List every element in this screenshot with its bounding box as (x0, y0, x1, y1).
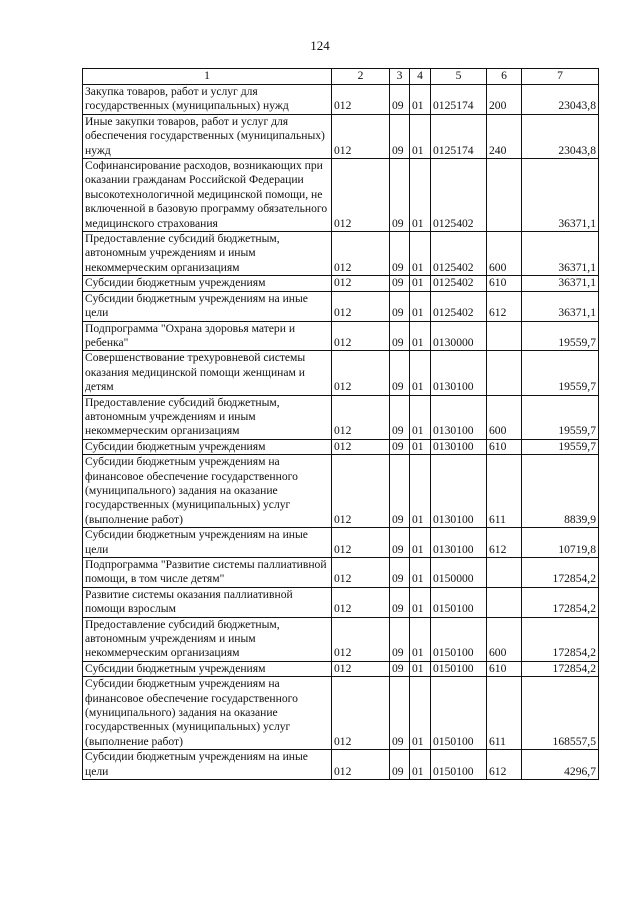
row-code-4-cell: 01 (410, 114, 431, 158)
row-code-5-cell: 0150100 (431, 661, 487, 676)
row-code-5-cell: 0150100 (431, 617, 487, 661)
row-name-cell: Предоставление субсидий бюджетным, автономным учреждениям и иным некоммерческим организациям (83, 232, 332, 276)
row-code-3-cell: 09 (390, 558, 410, 588)
row-code-2-cell: 012 (332, 677, 390, 750)
row-code-2-cell: 012 (332, 159, 390, 232)
row-code-4-cell: 01 (410, 321, 431, 351)
row-amount-cell: 8839,9 (522, 455, 599, 528)
row-name-cell: Субсидии бюджетным учреждениям на иные цели (83, 750, 332, 780)
row-code-5-cell: 0125402 (431, 291, 487, 321)
row-code-6-cell: 600 (487, 395, 522, 439)
row-code-6-cell (487, 558, 522, 588)
row-code-2-cell: 012 (332, 291, 390, 321)
row-name-cell: Закупка товаров, работ и услуг для государственных (муниципальных) нужд (83, 85, 332, 115)
table-row (83, 351, 599, 395)
row-amount-cell: 168557,5 (522, 677, 599, 750)
row-code-2-cell: 012 (332, 661, 390, 676)
row-code-5-cell: 0130100 (431, 351, 487, 395)
row-code-5-cell: 0130000 (431, 321, 487, 351)
row-code-6-cell: 600 (487, 232, 522, 276)
row-name-cell: Развитие системы оказания паллиативной помощи взрослым (83, 587, 332, 617)
row-code-3-cell: 09 (390, 617, 410, 661)
row-code-6-cell (487, 587, 522, 617)
row-code-3-cell: 09 (390, 439, 410, 454)
row-code-5-cell: 0150100 (431, 750, 487, 780)
row-amount-cell: 172854,2 (522, 617, 599, 661)
row-code-2-cell: 012 (332, 276, 390, 291)
row-code-6-cell: 610 (487, 439, 522, 454)
row-code-6-cell: 610 (487, 661, 522, 676)
row-name-cell: Субсидии бюджетным учреждениям (83, 439, 332, 454)
row-code-4-cell: 01 (410, 159, 431, 232)
row-amount-cell: 4296,7 (522, 750, 599, 780)
row-amount-cell: 36371,1 (522, 276, 599, 291)
row-code-5-cell: 0125402 (431, 276, 487, 291)
row-code-2-cell: 012 (332, 114, 390, 158)
row-name-cell: Субсидии бюджетным учреждениям на финансовое обеспечение государственного (муниципального) задания на оказание государственных (муниципальных) услуг (выполнение работ) (83, 455, 332, 528)
row-amount-cell: 23043,8 (522, 85, 599, 115)
row-code-5-cell: 0130100 (431, 395, 487, 439)
row-code-3-cell: 09 (390, 587, 410, 617)
row-code-3-cell: 09 (390, 85, 410, 115)
row-code-4-cell: 01 (410, 439, 431, 454)
row-code-4-cell: 01 (410, 351, 431, 395)
row-code-4-cell: 01 (410, 587, 431, 617)
row-name-cell: Субсидии бюджетным учреждениям (83, 276, 332, 291)
table-row (83, 85, 599, 115)
row-code-2-cell: 012 (332, 232, 390, 276)
row-code-3-cell: 09 (390, 159, 410, 232)
table-row (83, 528, 599, 558)
row-amount-cell: 172854,2 (522, 661, 599, 676)
row-name-cell: Софинансирование расходов, возникающих при оказании гражданам Российской Федерации высокотехнологичной медицинской помощи, не включенной в базовую программу обязательного медицинского страхования (83, 159, 332, 232)
row-name-cell: Субсидии бюджетным учреждениям на иные цели (83, 291, 332, 321)
table-row (83, 232, 599, 276)
row-name-cell: Субсидии бюджетным учреждениям на иные цели (83, 528, 332, 558)
row-code-3-cell: 09 (390, 321, 410, 351)
table-row (83, 114, 599, 158)
row-code-5-cell: 0125174 (431, 85, 487, 115)
budget-table (82, 68, 599, 780)
table-row (83, 439, 599, 454)
header-col-3: 3 (390, 69, 410, 85)
row-name-cell: Предоставление субсидий бюджетным, автономным учреждениям и иным некоммерческим организациям (83, 617, 332, 661)
row-code-6-cell (487, 321, 522, 351)
row-code-4-cell: 01 (410, 558, 431, 588)
row-code-2-cell: 012 (332, 558, 390, 588)
row-code-5-cell: 0125174 (431, 114, 487, 158)
row-code-3-cell: 09 (390, 232, 410, 276)
table-row (83, 677, 599, 750)
row-code-6-cell: 600 (487, 617, 522, 661)
row-amount-cell: 172854,2 (522, 558, 599, 588)
header-row (83, 69, 599, 85)
row-amount-cell: 36371,1 (522, 159, 599, 232)
table-row (83, 750, 599, 780)
row-code-3-cell: 09 (390, 677, 410, 750)
row-code-6-cell: 240 (487, 114, 522, 158)
row-code-6-cell (487, 351, 522, 395)
header-col-4: 4 (410, 69, 431, 85)
row-name-cell: Подпрограмма "Развитие системы паллиативной помощи, в том числе детям" (83, 558, 332, 588)
row-code-6-cell: 612 (487, 750, 522, 780)
row-code-4-cell: 01 (410, 661, 431, 676)
row-code-3-cell: 09 (390, 291, 410, 321)
table-row (83, 587, 599, 617)
row-code-2-cell: 012 (332, 587, 390, 617)
row-amount-cell: 10719,8 (522, 528, 599, 558)
row-name-cell: Подпрограмма "Охрана здоровья матери и ребенка" (83, 321, 332, 351)
row-amount-cell: 36371,1 (522, 291, 599, 321)
row-code-5-cell: 0150100 (431, 677, 487, 750)
row-code-6-cell: 612 (487, 291, 522, 321)
row-code-2-cell: 012 (332, 439, 390, 454)
row-code-4-cell: 01 (410, 750, 431, 780)
row-code-5-cell: 0130100 (431, 439, 487, 454)
row-name-cell: Предоставление субсидий бюджетным, автономным учреждениям и иным некоммерческим организациям (83, 395, 332, 439)
row-code-5-cell: 0130100 (431, 455, 487, 528)
row-code-4-cell: 01 (410, 617, 431, 661)
row-code-2-cell: 012 (332, 750, 390, 780)
table-row (83, 661, 599, 676)
row-code-5-cell: 0130100 (431, 528, 487, 558)
row-name-cell: Совершенствование трехуровневой системы оказания медицинской помощи женщинам и детям (83, 351, 332, 395)
row-name-cell: Субсидии бюджетным учреждениям на финансовое обеспечение государственного (муниципального) задания на оказание государственных (муниципальных) услуг (выполнение работ) (83, 677, 332, 750)
row-code-3-cell: 09 (390, 351, 410, 395)
row-amount-cell: 19559,7 (522, 395, 599, 439)
row-amount-cell: 19559,7 (522, 351, 599, 395)
row-code-2-cell: 012 (332, 528, 390, 558)
row-code-2-cell: 012 (332, 321, 390, 351)
row-code-3-cell: 09 (390, 750, 410, 780)
row-code-4-cell: 01 (410, 85, 431, 115)
row-code-6-cell: 611 (487, 677, 522, 750)
row-code-6-cell: 611 (487, 455, 522, 528)
table-row (83, 617, 599, 661)
row-code-5-cell: 0150100 (431, 587, 487, 617)
row-code-4-cell: 01 (410, 232, 431, 276)
header-col-6: 6 (487, 69, 522, 85)
row-code-2-cell: 012 (332, 395, 390, 439)
row-code-6-cell: 612 (487, 528, 522, 558)
header-col-7: 7 (522, 69, 599, 85)
row-code-6-cell: 610 (487, 276, 522, 291)
table-row (83, 291, 599, 321)
row-code-3-cell: 09 (390, 455, 410, 528)
row-code-3-cell: 09 (390, 528, 410, 558)
table-row (83, 276, 599, 291)
row-amount-cell: 23043,8 (522, 114, 599, 158)
row-code-4-cell: 01 (410, 528, 431, 558)
row-code-6-cell: 200 (487, 85, 522, 115)
row-code-3-cell: 09 (390, 276, 410, 291)
row-amount-cell: 172854,2 (522, 587, 599, 617)
header-col-1: 1 (83, 69, 332, 85)
row-code-6-cell (487, 159, 522, 232)
row-code-2-cell: 012 (332, 455, 390, 528)
row-code-5-cell: 0125402 (431, 232, 487, 276)
row-code-3-cell: 09 (390, 114, 410, 158)
page-number: 124 (310, 38, 330, 53)
row-code-5-cell: 0125402 (431, 159, 487, 232)
row-code-4-cell: 01 (410, 395, 431, 439)
row-code-2-cell: 012 (332, 617, 390, 661)
row-amount-cell: 36371,1 (522, 232, 599, 276)
table-row (83, 558, 599, 588)
row-code-2-cell: 012 (332, 351, 390, 395)
table-row (83, 455, 599, 528)
row-code-4-cell: 01 (410, 276, 431, 291)
table-row (83, 395, 599, 439)
row-code-4-cell: 01 (410, 455, 431, 528)
table-row (83, 321, 599, 351)
row-code-3-cell: 09 (390, 661, 410, 676)
row-name-cell: Субсидии бюджетным учреждениям (83, 661, 332, 676)
row-amount-cell: 19559,7 (522, 439, 599, 454)
row-code-2-cell: 012 (332, 85, 390, 115)
table-row (83, 159, 599, 232)
row-name-cell: Иные закупки товаров, работ и услуг для обеспечения государственных (муниципальных) нужд (83, 114, 332, 158)
row-code-4-cell: 01 (410, 291, 431, 321)
row-code-5-cell: 0150000 (431, 558, 487, 588)
row-amount-cell: 19559,7 (522, 321, 599, 351)
row-code-3-cell: 09 (390, 395, 410, 439)
header-col-2: 2 (332, 69, 390, 85)
header-col-5: 5 (431, 69, 487, 85)
row-code-4-cell: 01 (410, 677, 431, 750)
